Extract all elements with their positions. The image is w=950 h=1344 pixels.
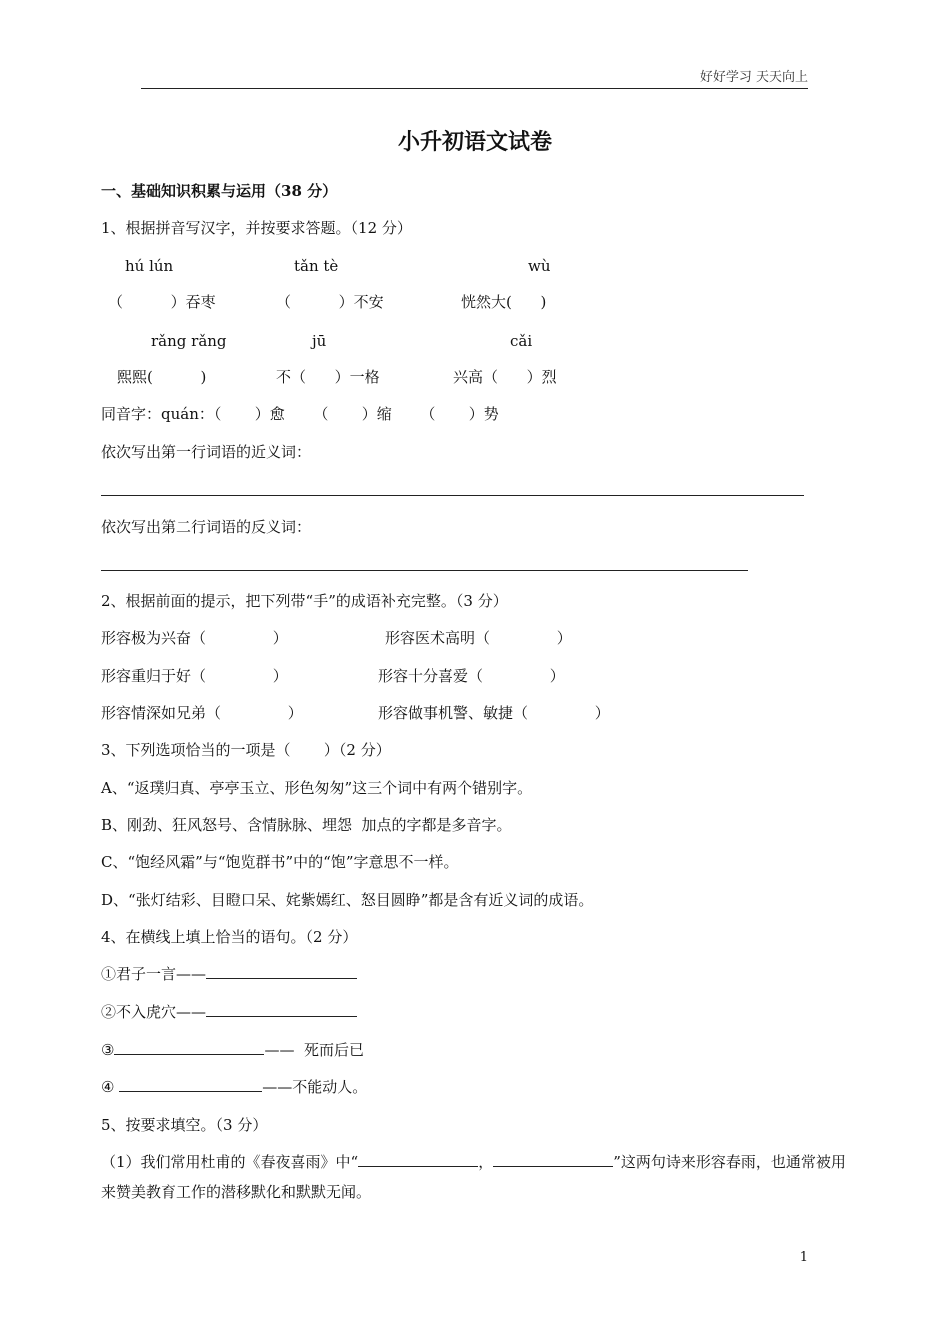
q4-line-3-post: —— 死而后已 xyxy=(264,1041,364,1059)
q1-pinyin-4: rǎng rǎng xyxy=(151,332,227,350)
q4-blank-4[interactable] xyxy=(119,1077,262,1092)
q5-prompt: 5、按要求填空。（3 分） xyxy=(101,1116,268,1134)
q5-blank-1[interactable] xyxy=(358,1152,478,1167)
synonym-answer-line[interactable] xyxy=(101,495,804,496)
q1-prompt: 1、根据拼音写汉字，并按要求答题。（12 分） xyxy=(101,219,412,237)
q3-option-b: B、刚劲、狂风怒号、含情脉脉、埋怨 加点的字都是多音字。 xyxy=(101,816,512,834)
q4-line-2-text: ②不入虎穴—— xyxy=(101,1003,207,1021)
q5-item-1-b: ”这两句诗来形容春雨，也通常被用来赞美教育工作的潜移默化和默默无闻。 xyxy=(101,1153,846,1201)
q4-prompt: 4、在横线上填上恰当的语句。（2 分） xyxy=(101,928,358,946)
q4-line-1-text: ①君子一言—— xyxy=(101,965,207,983)
q5-blank-2[interactable] xyxy=(493,1152,613,1167)
q1-homophone: 同音字：quán：（ ）愈 （ ）缩 （ ）势 xyxy=(101,405,499,423)
q2-prompt: 2、根据前面的提示，把下列带“手”的成语补充完整。（3 分） xyxy=(101,592,508,610)
q1-pinyin-2: tǎn tè xyxy=(294,257,339,275)
q1-synonym-prompt: 依次写出第一行词语的近义词： xyxy=(101,443,312,461)
q3-option-a: A、“返璞归真、亭亭玉立、形色匆匆”这三个词中有两个错别字。 xyxy=(101,779,533,797)
q1-word-1: （ ）吞枣 xyxy=(108,293,216,311)
q4-blank-3[interactable] xyxy=(114,1040,264,1055)
q4-line-4-pre: ④ xyxy=(101,1078,120,1096)
q5-item-1-a: （1）我们常用杜甫的《春夜喜雨》中“ xyxy=(101,1153,359,1171)
q1-pinyin-3: wù xyxy=(528,257,551,275)
q1-pinyin-6: cǎi xyxy=(510,332,533,350)
q4-line-4-post: ——不能动人。 xyxy=(262,1078,368,1096)
q1-pinyin-1: hú lún xyxy=(125,257,174,275)
q1-word-4: 熙熙( ) xyxy=(117,368,207,386)
antonym-answer-line[interactable] xyxy=(101,570,748,571)
section-heading: 一、基础知识积累与运用（38 分） xyxy=(101,182,338,200)
q3-option-c: C、“饱经风霜”与“饱览群书”中的“饱”字意思不一样。 xyxy=(101,853,459,871)
q3-option-d: D、“张灯结彩、目瞪口呆、姹紫嫣红、怒目圆睁”都是含有近义词的成语。 xyxy=(101,891,594,909)
header-rule xyxy=(141,88,808,89)
q4-blank-1[interactable] xyxy=(206,964,357,979)
header-motto: 好好学习 天天向上 xyxy=(699,70,808,85)
q1-word-5: 不（ ）一格 xyxy=(276,368,380,386)
q1-word-6: 兴高（ ）烈 xyxy=(453,368,557,386)
q3-prompt: 3、下列选项恰当的一项是（ ）（2 分） xyxy=(101,741,391,759)
q1-antonym-prompt: 依次写出第二行词语的反义词： xyxy=(101,518,312,536)
page-number: 1 xyxy=(799,1250,808,1265)
q4-line-3-pre: ③ xyxy=(101,1041,115,1059)
q2-item-2: 形容医术高明（ ） xyxy=(385,629,572,647)
q4-line-3 xyxy=(101,1040,364,1060)
q5-item-1-comma: ， xyxy=(478,1153,494,1171)
q1-word-2: （ ）不安 xyxy=(276,293,384,311)
q4-line-4 xyxy=(101,1077,367,1097)
page-title: 小升初语文试卷 xyxy=(397,129,552,155)
q4-line-1 xyxy=(101,964,357,984)
q2-item-1: 形容极为兴奋（ ） xyxy=(101,629,288,647)
q2-item-4: 形容十分喜爱（ ） xyxy=(378,667,565,685)
q2-item-3: 形容重归于好（ ） xyxy=(101,667,288,685)
q4-blank-2[interactable] xyxy=(206,1002,357,1017)
q5-item-1 xyxy=(101,1147,851,1207)
q2-item-5: 形容情深如兄弟（ ） xyxy=(101,704,303,722)
q4-line-2 xyxy=(101,1002,357,1022)
q1-pinyin-5: jū xyxy=(312,332,327,350)
q2-item-6: 形容做事机警、敏捷（ ） xyxy=(378,704,610,722)
q1-word-3: 恍然大( ) xyxy=(461,293,547,311)
